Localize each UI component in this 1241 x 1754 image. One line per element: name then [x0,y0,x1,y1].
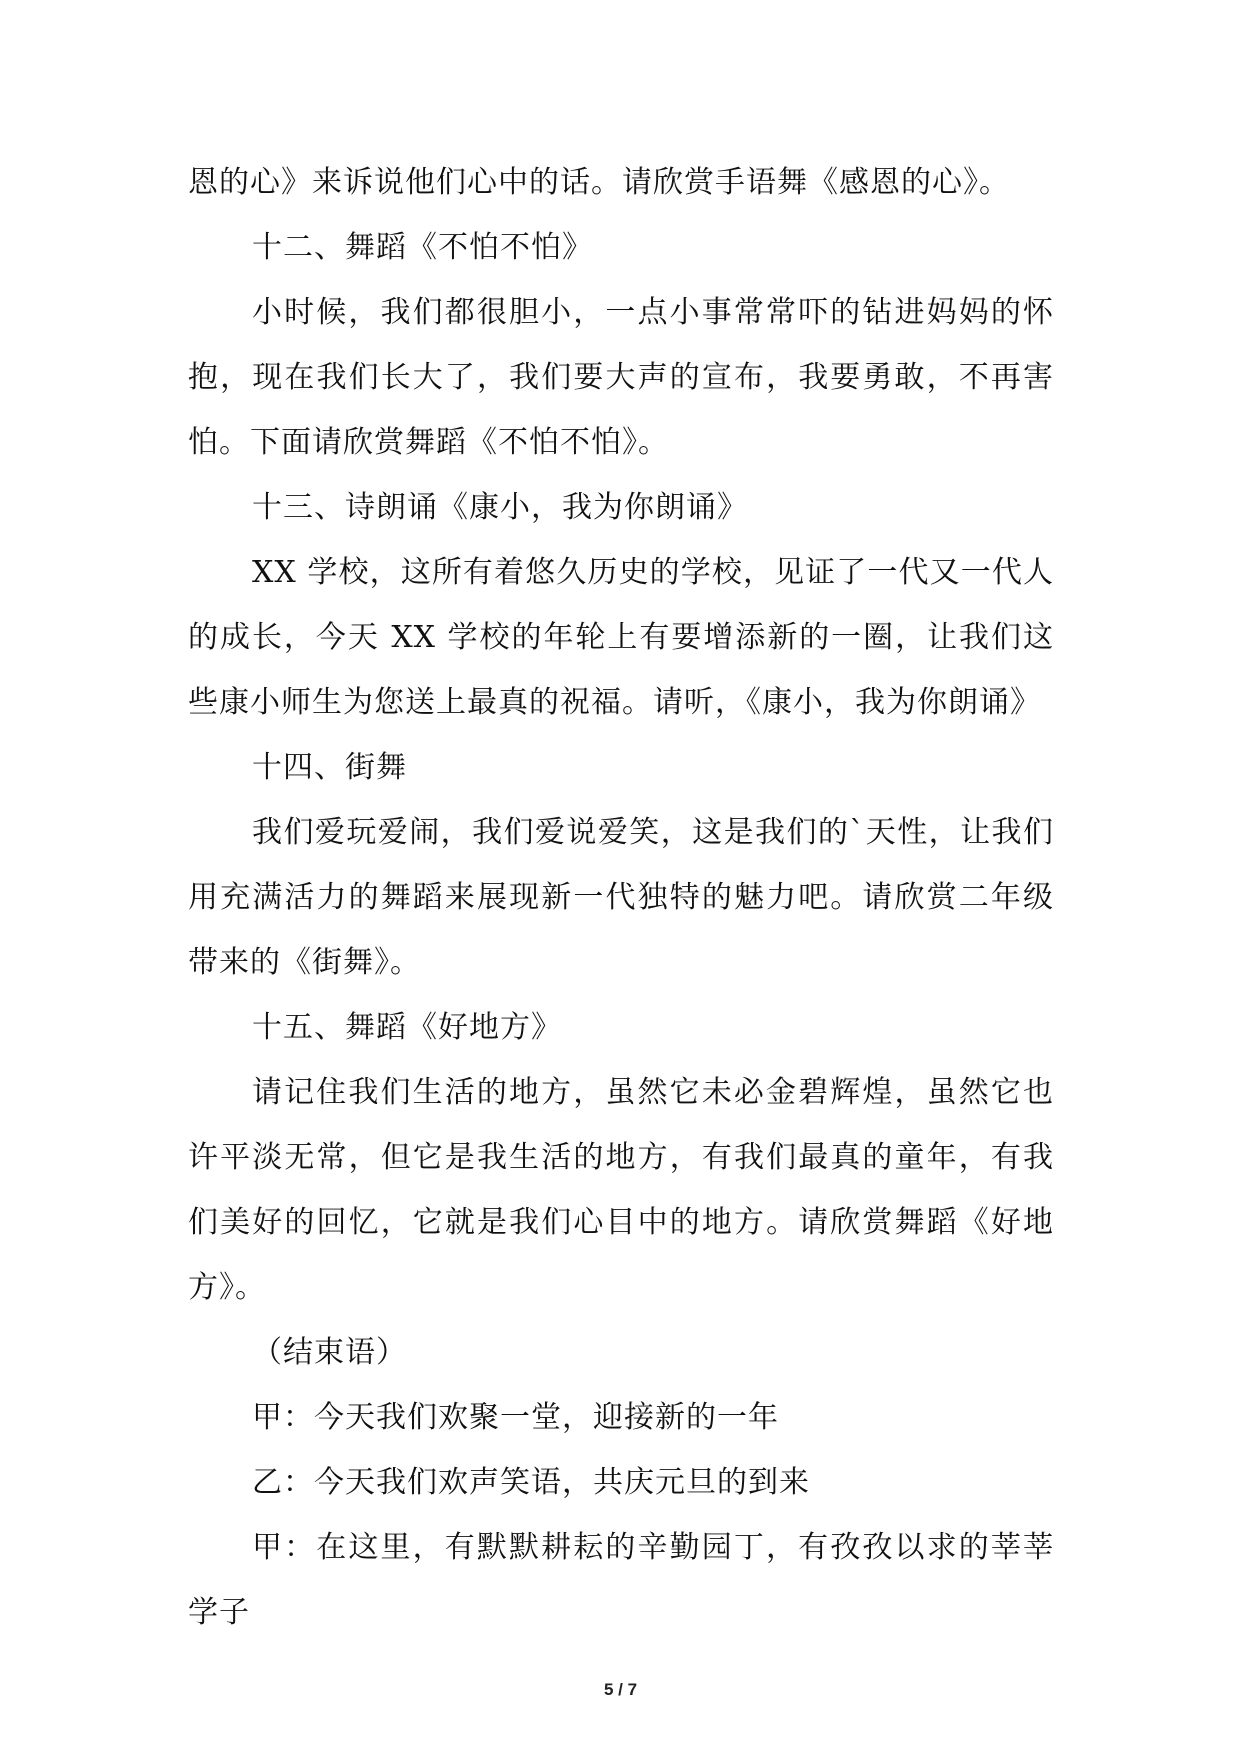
document-body [188,150,1054,1645]
paragraph-12: 小时候，我们都很胆小，一点小事常常吓的钻进妈妈的怀抱，现在我们长大了，我们要大声的宣布，我要勇敢，不再害怕。下面请欣赏舞蹈《不怕不怕》。 [188,295,1054,460]
closing-remarks-heading: （结束语） [252,1335,407,1370]
section-heading-15: 十五、舞蹈《好地方》 [252,1010,562,1045]
paragraph-14: 我们爱玩爱闹，我们爱说爱笑，这是我们的`天性，让我们用充满活力的舞蹈来展现新一代独特的魅力吧。请欣赏二年级带来的《街舞》。 [188,815,1054,980]
section-heading-14: 十四、街舞 [252,750,407,785]
dialogue-line-b1: 乙：今天我们欢声笑语，共庆元旦的到来 [252,1465,810,1500]
dialogue-line-a2: 甲：在这里，有默默耕耘的辛勤园丁，有孜孜以求的莘莘学子 [188,1530,1054,1630]
section-heading-12: 十二、舞蹈《不怕不怕》 [252,230,593,265]
paragraph-continuation: 恩的心》来诉说他们心中的话。请欣赏手语舞《感恩的心》。 [188,165,1010,200]
paragraph-13: XX 学校，这所有着悠久历史的学校，见证了一代又一代人的成长，今天 XX 学校的年轮上有要增添新的一圈，让我们这些康小师生为您送上最真的祝福。请听，《康小，我为你朗诵》 [188,555,1054,720]
page-number: 5 / 7 [603,1680,638,1699]
section-heading-13: 十三、诗朗诵《康小，我为你朗诵》 [252,490,748,525]
paragraph-15: 请记住我们生活的地方，虽然它未必金碧辉煌，虽然它也许平淡无常，但它是我生活的地方，有我们最真的童年，有我们美好的回忆，它就是我们心目中的地方。请欣赏舞蹈《好地方》。 [188,1075,1054,1305]
dialogue-line-a1: 甲：今天我们欢聚一堂，迎接新的一年 [252,1400,779,1435]
